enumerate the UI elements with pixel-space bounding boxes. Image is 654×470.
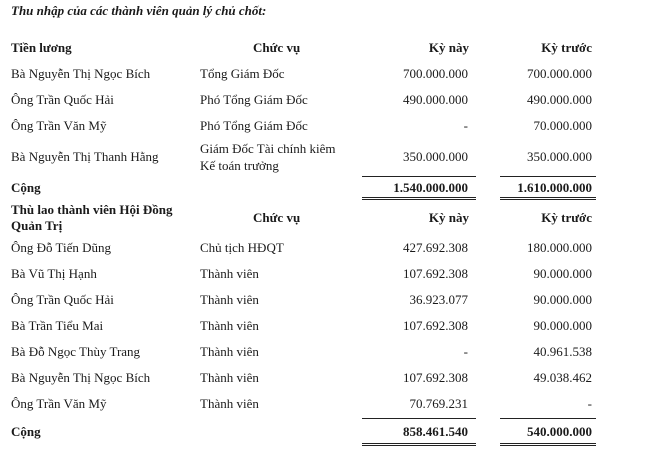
previous-amount: 90.000.000 xyxy=(533,292,592,307)
member-name: Bà Trần Tiểu Mai xyxy=(11,318,104,333)
member-name: Bà Nguyễn Thị Ngọc Bích xyxy=(11,370,151,385)
employee-role xyxy=(200,140,336,174)
member-role: Thành viên xyxy=(200,292,259,307)
total-line xyxy=(500,197,596,198)
table-row xyxy=(0,292,654,312)
previous-amount: 700.000.000 xyxy=(527,66,592,81)
current-amount: 350.000.000 xyxy=(403,149,468,164)
table-row xyxy=(0,370,654,390)
page-title: Thu nhập của các thành viên quản lý chủ chốt: xyxy=(11,3,267,18)
member-name: Ông Đỗ Tiến Dũng xyxy=(11,240,112,255)
total-line xyxy=(362,445,476,446)
member-role: Chủ tịch HĐQT xyxy=(200,240,284,255)
salary-header-name: Tiền lương xyxy=(11,40,72,55)
table-row xyxy=(0,66,654,86)
employee-role: Tổng Giám Đốc xyxy=(200,66,285,81)
table-row xyxy=(0,140,654,176)
previous-amount: 49.038.462 xyxy=(533,370,592,385)
board-header-row xyxy=(0,202,654,236)
member-role: Thành viên xyxy=(200,370,259,385)
current-amount: 70.769.231 xyxy=(409,396,468,411)
employee-role-line2: Kế toán trưởng xyxy=(200,158,279,173)
total-previous: 540.000.000 xyxy=(527,424,592,439)
member-name: Bà Vũ Thị Hạnh xyxy=(11,266,97,281)
current-amount: 107.692.308 xyxy=(403,370,468,385)
total-line xyxy=(500,199,596,200)
salary-header-previous: Kỳ trước xyxy=(541,40,592,55)
table-row xyxy=(0,240,654,260)
total-line xyxy=(500,445,596,446)
salary-header-role: Chức vụ xyxy=(253,40,301,55)
previous-amount: 40.961.538 xyxy=(533,344,592,359)
table-row xyxy=(0,396,654,416)
board-header-role: Chức vụ xyxy=(253,210,301,225)
employee-role: Phó Tổng Giám Đốc xyxy=(200,118,308,133)
previous-amount: 180.000.000 xyxy=(527,240,592,255)
member-role: Thành viên xyxy=(200,396,259,411)
employee-name: Bà Nguyễn Thị Ngọc Bích xyxy=(11,66,151,81)
current-amount: 36.923.077 xyxy=(409,292,468,307)
previous-amount: 70.000.000 xyxy=(533,118,592,133)
table-row xyxy=(0,318,654,338)
subtotal-line xyxy=(362,418,476,419)
subtotal-line xyxy=(362,176,476,177)
previous-amount: - xyxy=(587,396,592,411)
total-line xyxy=(362,443,476,444)
previous-amount: 90.000.000 xyxy=(533,318,592,333)
current-amount: 427.692.308 xyxy=(403,240,468,255)
total-line xyxy=(362,199,476,200)
member-name: Ông Trần Văn Mỹ xyxy=(11,396,107,411)
board-header-name-line2: Quản Trị xyxy=(11,218,63,233)
table-row xyxy=(0,118,654,138)
total-label: Cộng xyxy=(11,180,41,195)
employee-name: Ông Trần Văn Mỹ xyxy=(11,118,107,133)
employee-name: Bà Nguyễn Thị Thanh Hằng xyxy=(11,149,159,164)
board-header-name-line1: Thù lao thành viên Hội Đồng xyxy=(11,202,173,217)
member-name: Ông Trần Quốc Hải xyxy=(11,292,114,307)
current-amount: 700.000.000 xyxy=(403,66,468,81)
total-current: 1.540.000.000 xyxy=(393,180,468,195)
subtotal-line xyxy=(500,418,596,419)
total-previous: 1.610.000.000 xyxy=(517,180,592,195)
current-amount: - xyxy=(463,118,468,133)
current-amount: 107.692.308 xyxy=(403,318,468,333)
previous-amount: 350.000.000 xyxy=(527,149,592,164)
employee-role-line1: Giám Đốc Tài chính kiêm xyxy=(200,141,336,156)
total-current: 858.461.540 xyxy=(403,424,468,439)
member-role: Thành viên xyxy=(200,344,259,359)
employee-role: Phó Tổng Giám Đốc xyxy=(200,92,308,107)
member-role: Thành viên xyxy=(200,266,259,281)
current-amount: 107.692.308 xyxy=(403,266,468,281)
board-header-previous: Kỳ trước xyxy=(541,210,592,225)
member-name: Bà Đỗ Ngọc Thùy Trang xyxy=(11,344,141,359)
subtotal-line xyxy=(500,176,596,177)
salary-header-current: Kỳ này xyxy=(428,40,469,55)
total-line xyxy=(362,197,476,198)
current-amount: 490.000.000 xyxy=(403,92,468,107)
table-row xyxy=(0,92,654,112)
total-line xyxy=(500,443,596,444)
salary-header-row xyxy=(0,40,654,60)
current-amount: - xyxy=(463,344,468,359)
total-label: Cộng xyxy=(11,424,41,439)
previous-amount: 490.000.000 xyxy=(527,92,592,107)
previous-amount: 90.000.000 xyxy=(533,266,592,281)
board-header-name xyxy=(11,202,172,234)
employee-name: Ông Trần Quốc Hải xyxy=(11,92,114,107)
table-row xyxy=(0,344,654,364)
board-total-row xyxy=(0,424,654,444)
member-role: Thành viên xyxy=(200,318,259,333)
board-header-current: Kỳ này xyxy=(428,210,469,225)
table-row xyxy=(0,266,654,286)
